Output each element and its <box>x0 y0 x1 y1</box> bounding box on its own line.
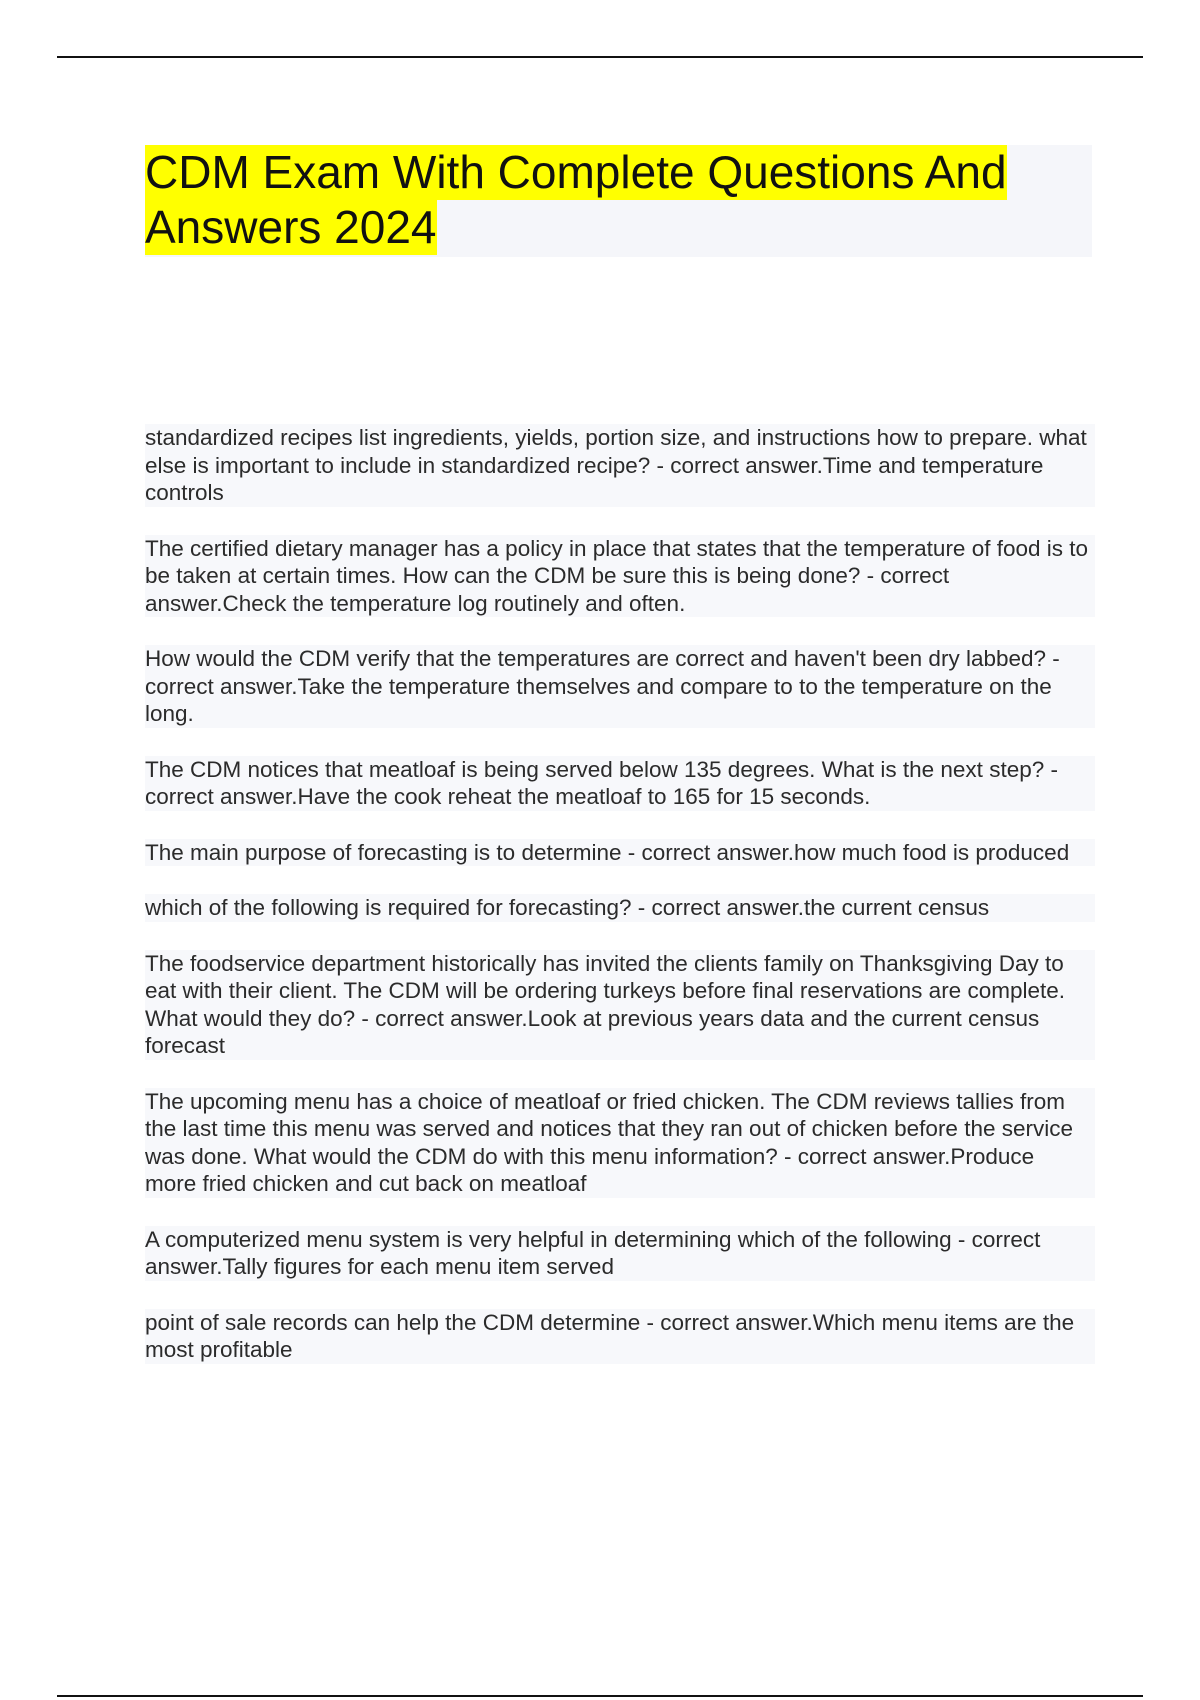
qa-item: standardized recipes list ingredients, yields, portion size, and instructions how to prepare. what else is important to include in standardized recipe? - correct answer.Time and temperature controls <box>145 424 1095 507</box>
title-line-1: CDM Exam With Complete Questions And <box>145 146 1007 198</box>
title-block <box>145 145 1092 257</box>
qa-item: The foodservice department historically has invited the clients family on Thanksgiving Day to eat with their client. The CDM will be ordering turkeys before final reservations are complete. What would they do? - correct answer.Look at previous years data and the current census forecast <box>145 950 1095 1060</box>
qa-item: The certified dietary manager has a policy in place that states that the temperature of food is to be taken at certain times. How can the CDM be sure this is being done? - correct answer.Check the temperature log routinely and often. <box>145 535 1095 618</box>
qa-item: The upcoming menu has a choice of meatloaf or fried chicken. The CDM reviews tallies from the last time this menu was served and notices that they ran out of chicken before the service was done. What would the CDM do with this menu information? - correct answer.Produce more fried chicken and cut back on meatloaf <box>145 1088 1095 1198</box>
qa-item: How would the CDM verify that the temperatures are correct and haven't been dry labbed? - correct answer.Take the temperature themselves and compare to to the temperature on the long. <box>145 645 1095 728</box>
qa-list <box>145 424 1095 1392</box>
qa-item: point of sale records can help the CDM determine - correct answer.Which menu items are the most profitable <box>145 1309 1095 1364</box>
qa-item: The main purpose of forecasting is to determine - correct answer.how much food is produced <box>145 839 1095 867</box>
document-title <box>145 145 1092 255</box>
qa-item: which of the following is required for forecasting? - correct answer.the current census <box>145 894 1095 922</box>
qa-item: The CDM notices that meatloaf is being served below 135 degrees. What is the next step? - correct answer.Have the cook reheat the meatloaf to 165 for 15 seconds. <box>145 756 1095 811</box>
top-rule <box>57 56 1143 58</box>
qa-item: A computerized menu system is very helpful in determining which of the following - correct answer.Tally figures for each menu item served <box>145 1226 1095 1281</box>
title-line-2: Answers 2024 <box>145 201 437 253</box>
bottom-rule <box>57 1695 1143 1697</box>
